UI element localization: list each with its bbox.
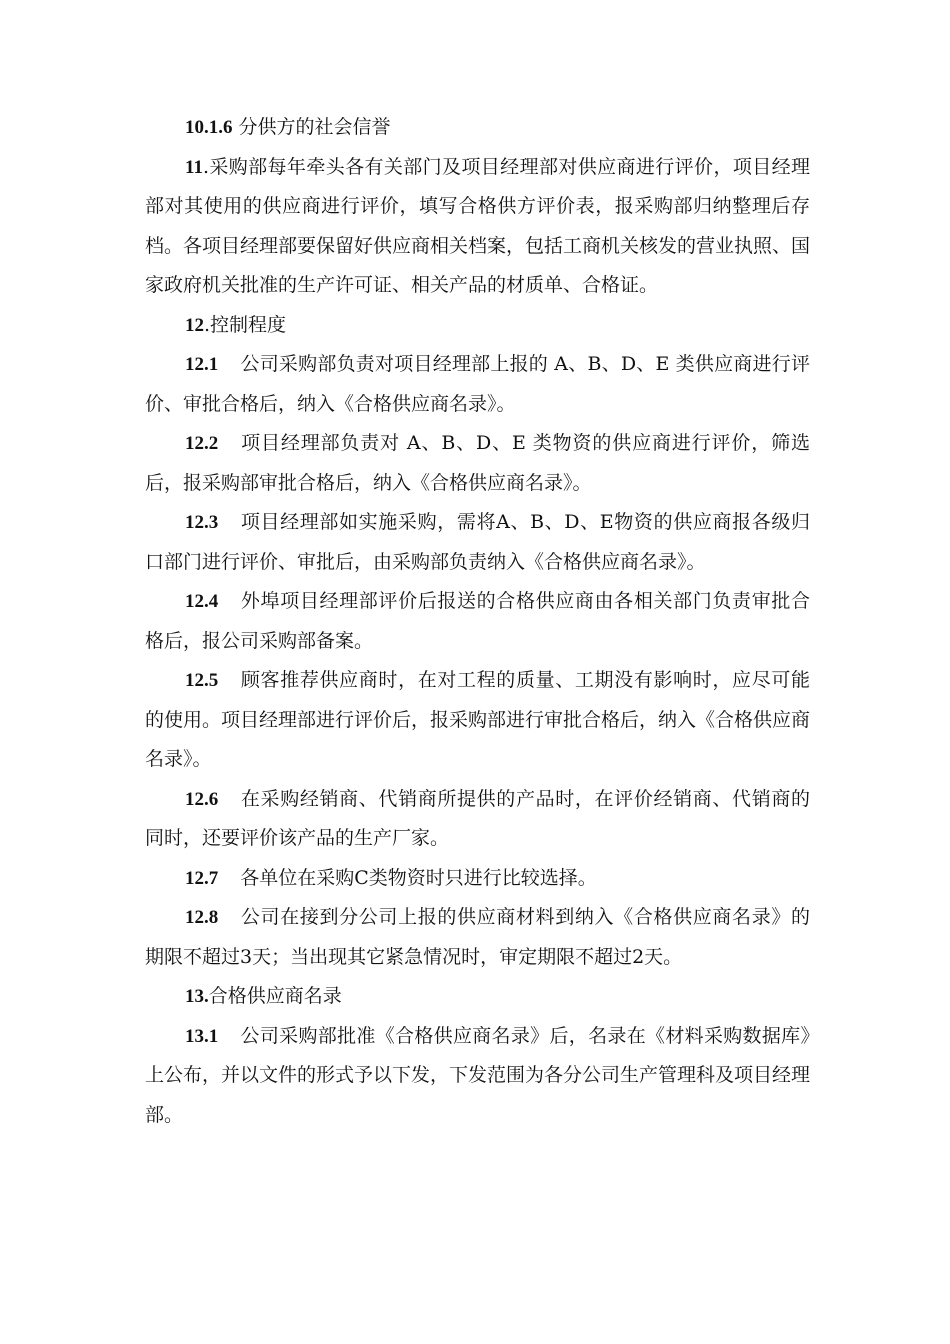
paragraph-text: .采购部每年牵头各有关部门及项目经理部对供应商进行评价，项目经理部对其使用的供应商进行评价，填写合格供方评价表，报采购部归纳整理后存档。各项目经理部要保留好供应商相关档案，包括工商机关核发的营业执照、国家政府机关批准的生产许可证、相关产品的材质单、合格证。	[145, 155, 811, 296]
paragraph-text: 顾客推荐供应商时，在对工程的质量、工期没有影响时，应尽可能的使用。项目经理部进行评价后，报采购部进行审批合格后，纳入《合格供应商名录》。	[145, 669, 811, 770]
paragraph-text: 外埠项目经理部评价后报送的合格供应商由各相关部门负责审批合格后，报公司采购部备案。	[145, 590, 810, 652]
paragraph-text: 公司在接到分公司上报的供应商材料到纳入《合格供应商名录》的期限不超过3天；当出现其它紧急情况时，审定期限不超过2天。	[145, 906, 810, 968]
paragraph-text: 各单位在采购C类物资时只进行比较选择。	[240, 866, 597, 889]
section-number: 12.4	[185, 591, 219, 612]
section-number: 12.8	[185, 907, 219, 928]
paragraph-11	[145, 148, 810, 306]
paragraph-12-4	[145, 582, 810, 661]
paragraph-12	[145, 306, 810, 346]
paragraph-text: 分供方的社会信誉	[238, 116, 391, 138]
paragraph-13	[145, 977, 810, 1017]
paragraph-12-5	[145, 661, 810, 780]
section-number: 12.3	[185, 512, 219, 533]
paragraph-13-1	[145, 1017, 810, 1136]
paragraph-12-8	[145, 898, 810, 977]
paragraph-text: 合格供应商名录	[208, 985, 342, 1007]
paragraph-10-1-6	[145, 108, 810, 148]
paragraph-12-1	[145, 345, 810, 424]
section-number: 12.7	[185, 867, 219, 889]
paragraph-text: 公司采购部负责对项目经理部上报的 A、B、D、E 类供应商进行评价、审批合格后，纳入《合格供应商名录》。	[145, 353, 810, 415]
section-number: 10.1.6	[185, 117, 233, 138]
paragraph-12-2	[145, 424, 810, 503]
document-body	[145, 108, 810, 1135]
paragraph-12-6	[145, 780, 810, 859]
section-number: 13.	[185, 986, 209, 1007]
paragraph-text: 项目经理部如实施采购，需将A、B、D、E物资的供应商报各级归口部门进行评价、审批后，由采购部负责纳入《合格供应商名录》。	[145, 511, 810, 573]
section-number: 12.1	[185, 354, 219, 375]
section-number: 12	[185, 314, 204, 336]
section-number: 13.1	[185, 1025, 219, 1047]
paragraph-text: 项目经理部负责对 A、B、D、E 类物资的供应商进行评价，筛选后，报采购部审批合格后，纳入《合格供应商名录》。	[145, 432, 810, 494]
section-number: 12.2	[185, 433, 219, 454]
section-number: 11	[185, 156, 203, 178]
paragraph-text: 在采购经销商、代销商所提供的产品时，在评价经销商、代销商的同时，还要评价该产品的生产厂家。	[145, 787, 810, 849]
paragraph-text: 公司采购部批准《合格供应商名录》后，名录在《材料采购数据库》上公布，并以文件的形式予以下发，下发范围为各分公司生产管理科及项目经理部。	[145, 1024, 811, 1126]
paragraph-text: .控制程度	[204, 313, 287, 336]
section-number: 12.5	[185, 670, 219, 691]
paragraph-12-7	[145, 859, 810, 899]
paragraph-12-3	[145, 503, 810, 582]
section-number: 12.6	[185, 788, 219, 810]
